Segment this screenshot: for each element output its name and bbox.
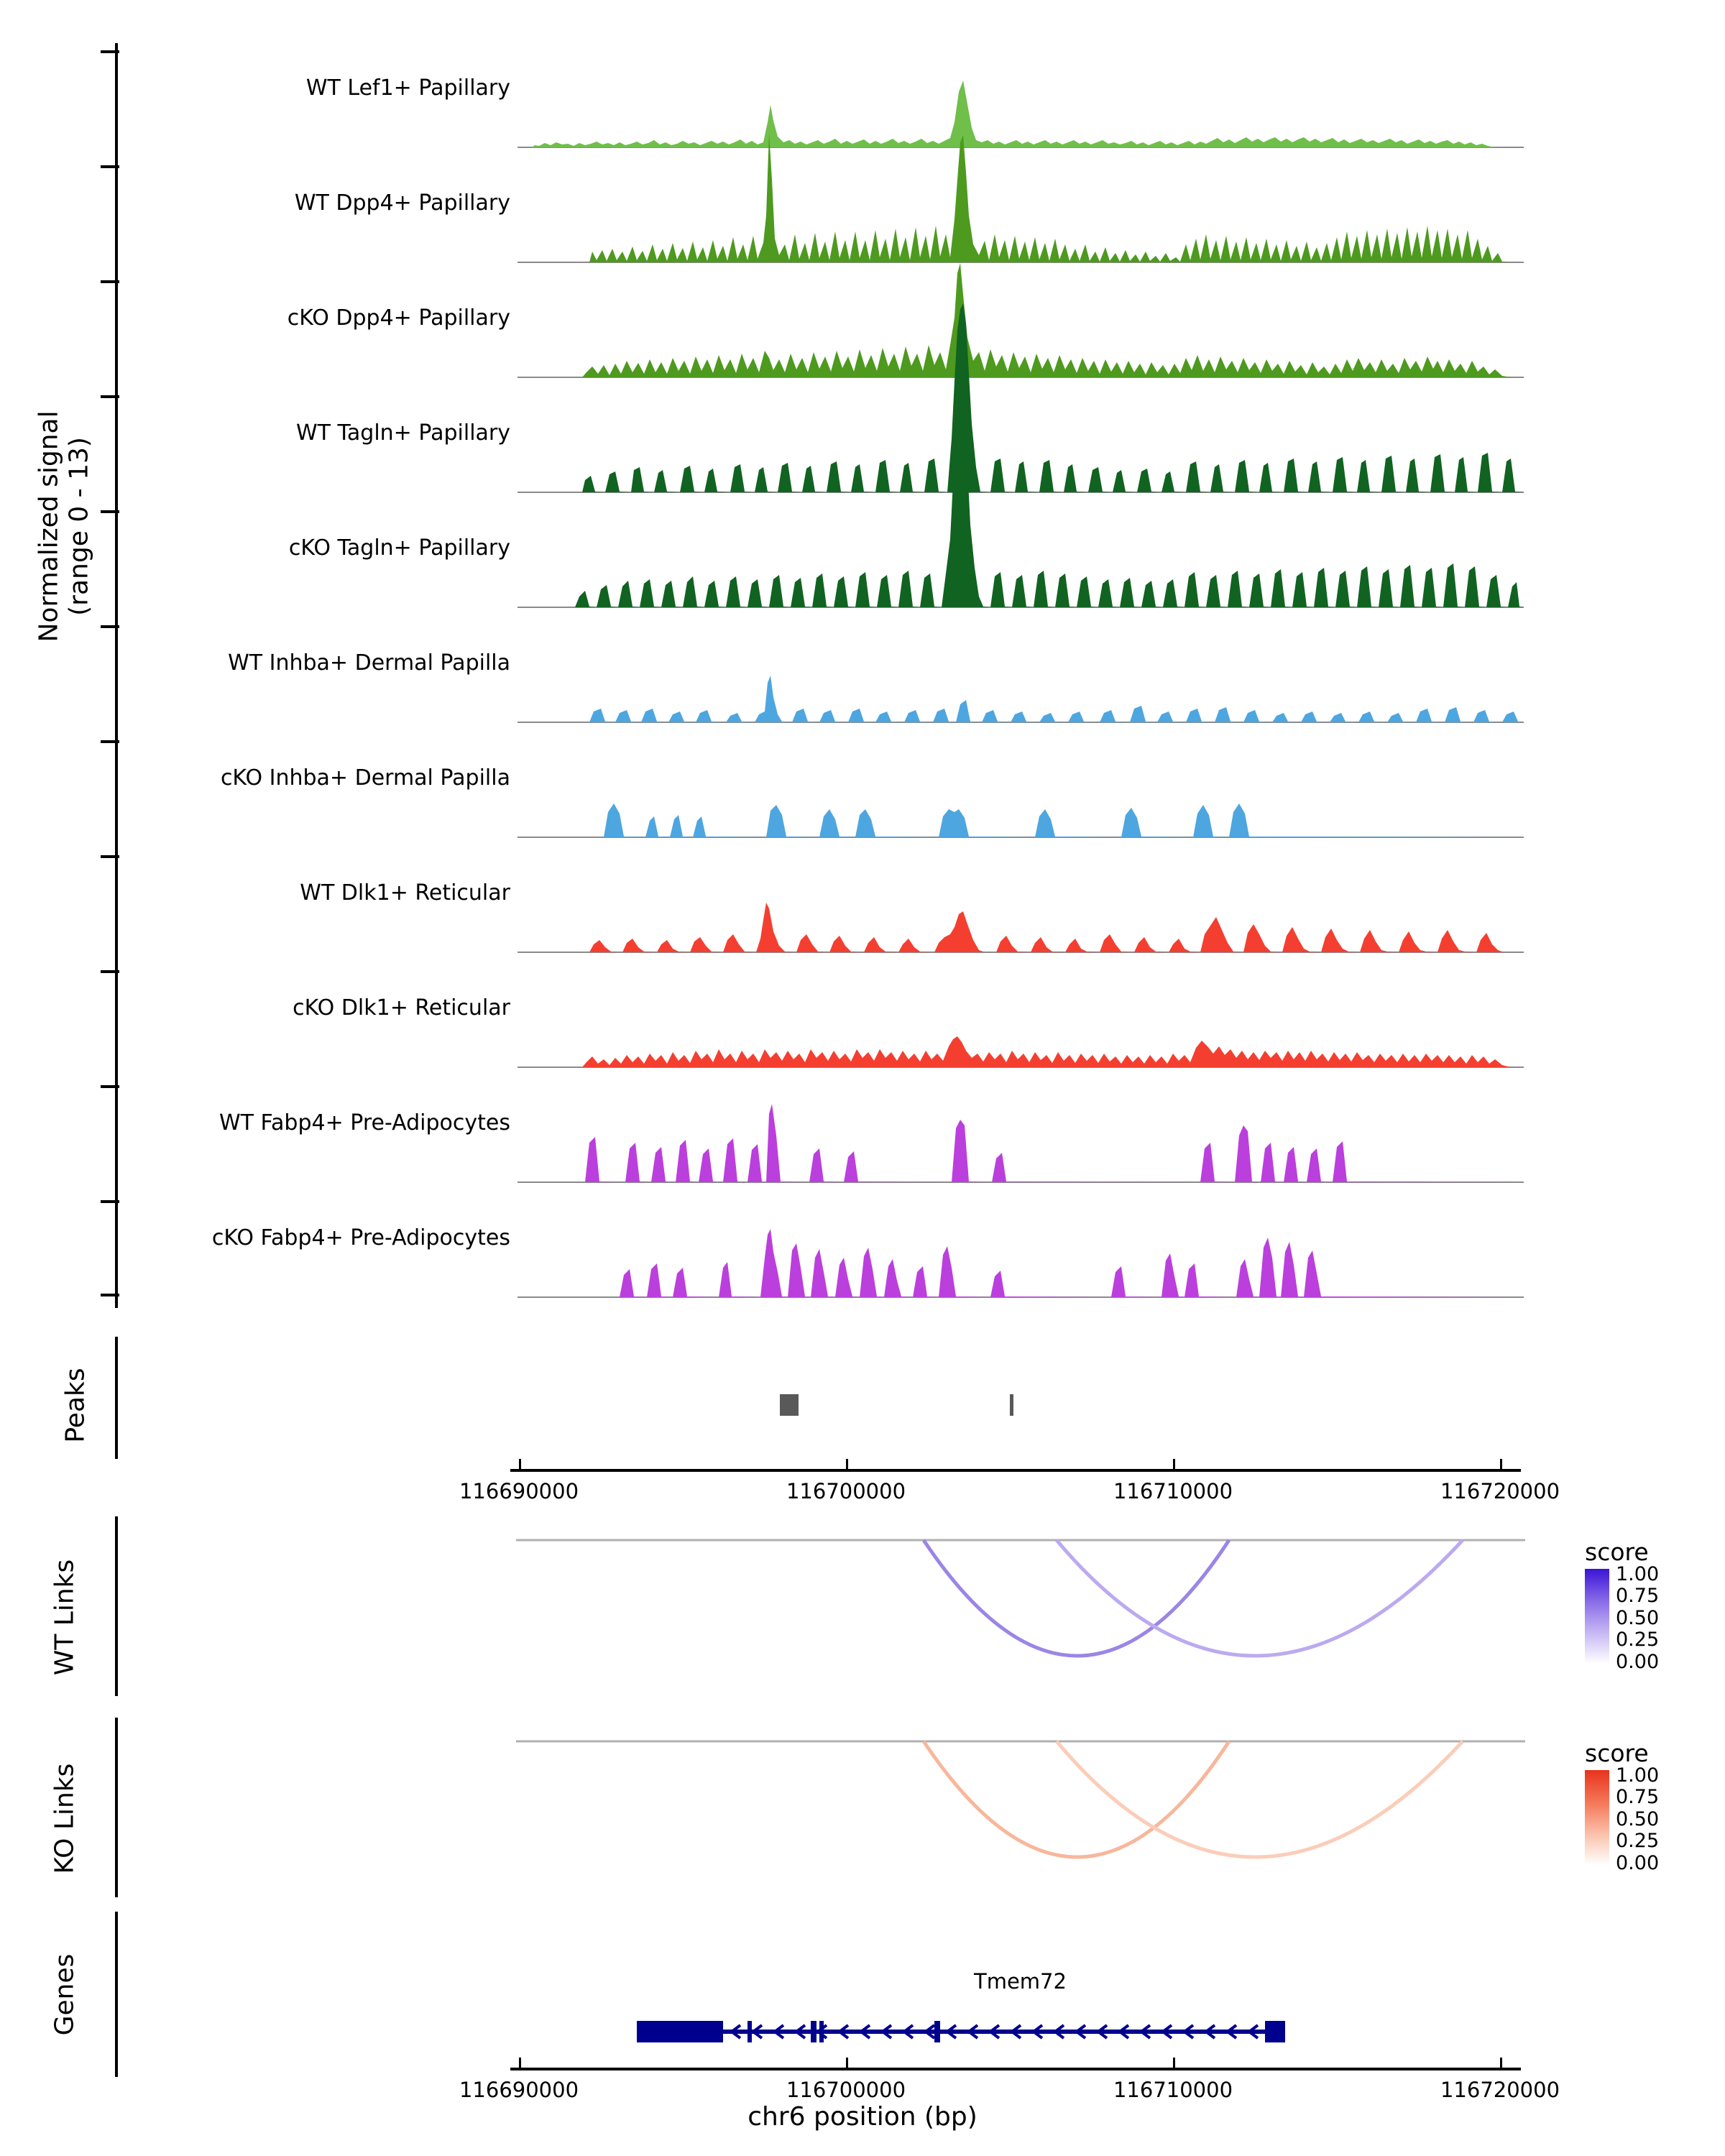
axis-tick-mark xyxy=(101,1294,119,1296)
x-axis-title: chr6 position (bp) xyxy=(748,2102,978,2132)
signal-track-cko-fabp4-pre-adipocytes xyxy=(518,1229,1524,1297)
axis-tick-mark xyxy=(101,970,119,973)
ko-links-legend-tick: 0.75 xyxy=(1616,1786,1660,1808)
peak-marker xyxy=(1010,1394,1013,1416)
x-axis-tick-label-lower: 116690000 xyxy=(459,2078,579,2102)
x-axis-tick xyxy=(1500,1459,1502,1469)
track-label-wt-inhba-dermal-papilla: WT Inhba+ Dermal Papilla xyxy=(228,650,510,676)
peak-marker xyxy=(780,1394,799,1416)
axis-tick-mark xyxy=(101,625,119,628)
track-label-wt-tagln-papillary: WT Tagln+ Papillary xyxy=(296,420,510,446)
x-axis-tick-label: 116690000 xyxy=(459,1479,579,1503)
peaks-section-label: Peaks xyxy=(60,1368,91,1443)
genes-axis-spine xyxy=(115,1912,118,2077)
y-axis-title-line2: (range 0 - 13) xyxy=(65,437,94,616)
track-label-wt-dlk1-reticular: WT Dlk1+ Reticular xyxy=(300,880,510,906)
track-label-cko-tagln-papillary: cKO Tagln+ Papillary xyxy=(288,535,510,561)
wt-links-plot xyxy=(510,1513,1531,1700)
x-axis-upper xyxy=(510,1469,1521,1472)
y-axis-title-line1: Normalized signal xyxy=(34,410,64,642)
x-axis-tick xyxy=(519,1459,521,1469)
x-axis-tick-lower xyxy=(1500,2058,1502,2068)
x-axis-tick-label-lower: 116700000 xyxy=(786,2078,906,2102)
axis-tick-mark xyxy=(101,1085,119,1088)
axis-tick-mark xyxy=(101,855,119,858)
signal-track-cko-inhba-dermal-papilla xyxy=(518,803,1524,837)
signal-track-cko-dlk1-reticular xyxy=(518,1036,1524,1067)
ko-links-axis-spine xyxy=(115,1718,118,1897)
gene-model-tmem72 xyxy=(510,2005,1531,2070)
signal-track-wt-dpp4-papillary xyxy=(518,133,1524,262)
x-axis-tick-lower xyxy=(1173,2058,1175,2068)
x-axis-tick-lower xyxy=(846,2058,848,2068)
axis-tick-mark xyxy=(101,280,119,283)
x-axis-tick-label-lower: 116710000 xyxy=(1113,2078,1233,2102)
axis-tick-mark xyxy=(101,50,119,53)
signal-track-wt-tagln-papillary xyxy=(518,303,1524,492)
track-label-cko-dpp4-papillary: cKO Dpp4+ Papillary xyxy=(287,305,510,331)
track-label-cko-fabp4-pre-adipocytes: cKO Fabp4+ Pre-Adipocytes xyxy=(211,1225,510,1250)
track-label-cko-dlk1-reticular: cKO Dlk1+ Reticular xyxy=(293,995,510,1021)
ko-links-legend-title: score xyxy=(1585,1739,1649,1767)
signal-track-wt-fabp4-pre-adipocytes xyxy=(518,1104,1524,1182)
ko-links-legend-tick: 0.00 xyxy=(1616,1852,1660,1874)
axis-tick-mark xyxy=(101,395,119,398)
ko-links-legend-colorbar xyxy=(1585,1770,1609,1865)
wt-links-legend-tick: 1.00 xyxy=(1616,1563,1660,1585)
axis-tick-mark xyxy=(101,165,119,168)
track-label-cko-inhba-dermal-papilla: cKO Inhba+ Dermal Papilla xyxy=(220,765,510,791)
gene-label-tmem72: Tmem72 xyxy=(974,1969,1067,1994)
wt-links-legend-tick: 0.00 xyxy=(1616,1651,1660,1673)
x-axis-tick-label: 116700000 xyxy=(786,1479,906,1503)
wt-links-axis-spine xyxy=(115,1516,118,1696)
wt-links-legend-tick: 0.50 xyxy=(1616,1607,1660,1629)
wt-links-legend-tick: 0.75 xyxy=(1616,1585,1660,1607)
wt-links-legend-tick: 0.25 xyxy=(1616,1628,1660,1651)
ko-links-legend-tick: 1.00 xyxy=(1616,1764,1660,1787)
x-axis-tick xyxy=(1173,1459,1175,1469)
axis-tick-mark xyxy=(101,740,119,743)
track-label-wt-fabp4-pre-adipocytes: WT Fabp4+ Pre-Adipocytes xyxy=(219,1110,510,1135)
wt-links-legend-title: score xyxy=(1585,1538,1649,1566)
signal-track-wt-inhba-dermal-papilla xyxy=(518,676,1524,722)
x-axis-tick-label: 116710000 xyxy=(1113,1479,1233,1503)
x-axis-tick-label-lower: 116720000 xyxy=(1440,2078,1560,2102)
signal-track-wt-dlk1-reticular xyxy=(518,903,1524,952)
wt-links-legend-colorbar xyxy=(1585,1569,1609,1664)
x-axis-lower xyxy=(510,2068,1521,2070)
axis-tick-mark xyxy=(101,1200,119,1203)
peaks-axis-spine xyxy=(115,1337,118,1459)
wt-links-section-label: WT Links xyxy=(50,1559,80,1676)
x-axis-tick xyxy=(846,1459,848,1469)
track-label-wt-dpp4-papillary: WT Dpp4+ Papillary xyxy=(294,190,510,216)
y-axis-title xyxy=(34,361,96,691)
signal-track-cko-tagln-papillary xyxy=(518,411,1524,607)
x-axis-tick-label: 116720000 xyxy=(1440,1479,1560,1503)
signal-tracks-plot xyxy=(510,36,1531,1315)
track-label-wt-lef1-papillary: WT Lef1+ Papillary xyxy=(305,75,510,101)
ko-links-legend-tick: 0.25 xyxy=(1616,1830,1660,1852)
signal-track-cko-dpp4-papillary xyxy=(518,263,1524,377)
signal-track-wt-lef1-papillary xyxy=(518,80,1524,147)
ko-links-section-label: KO Links xyxy=(50,1763,80,1874)
ko-links-legend-tick: 0.50 xyxy=(1616,1808,1660,1830)
ko-links-plot xyxy=(510,1714,1531,1901)
axis-tick-mark xyxy=(101,510,119,513)
x-axis-tick-lower xyxy=(519,2058,521,2068)
genes-section-label: Genes xyxy=(50,1953,80,2036)
